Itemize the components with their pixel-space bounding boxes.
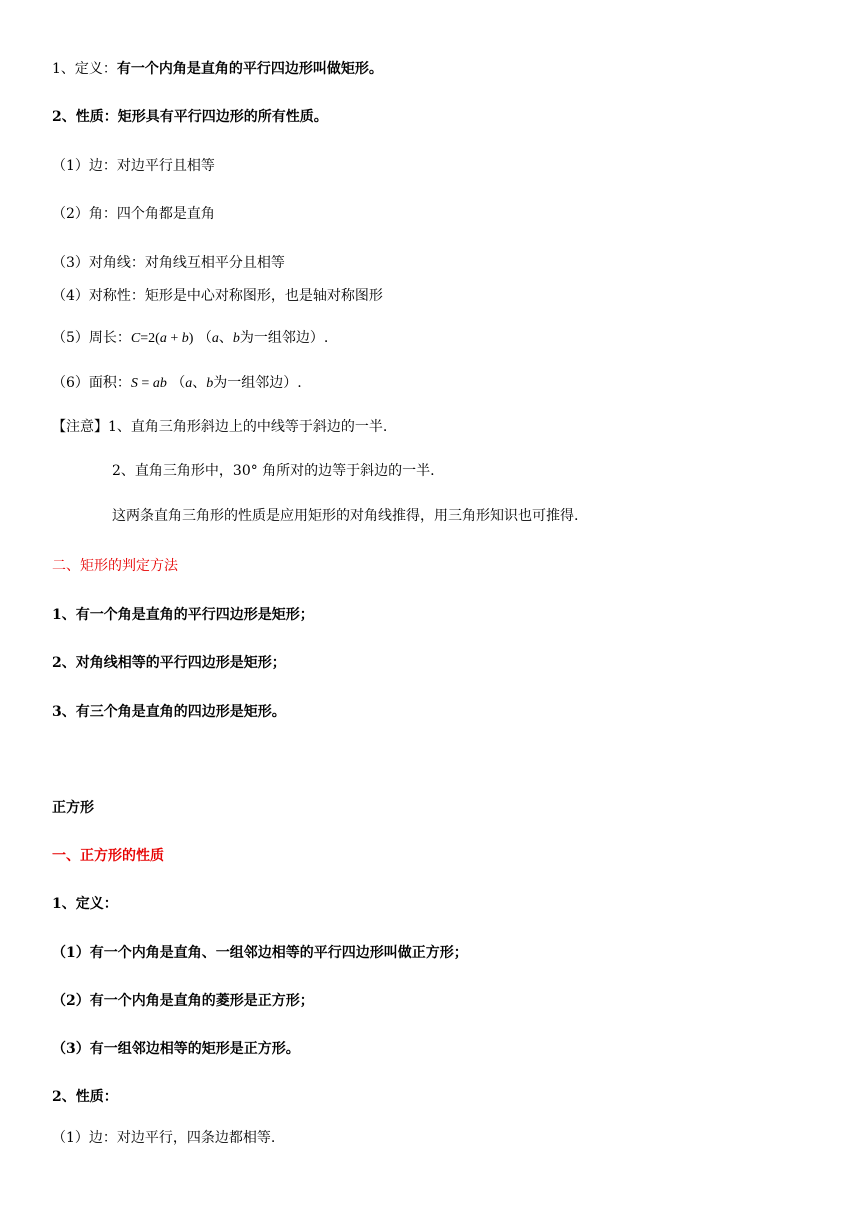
square-section-title: 一、正方形的性质 xyxy=(52,848,164,864)
rect-property-3: （3）对角线：对角线互相平分且相等 xyxy=(52,255,285,271)
rect-properties-title xyxy=(52,108,328,126)
rect-property-1: （1）边：对边平行且相等 xyxy=(52,158,215,174)
rect-judge-3: 3、有三个角是直角的四边形是矩形。 xyxy=(52,704,286,720)
rect-property-2: （2）角：四个角都是直角 xyxy=(52,206,215,222)
area-formula: S = ab xyxy=(130,376,167,391)
square-definition-2: （2）有一个内角是直角的菱形是正方形； xyxy=(52,993,314,1009)
rect-judge-title: 二、矩形的判定方法 xyxy=(52,558,178,574)
square-definition-title: 1、定义： xyxy=(52,896,118,912)
rect-judge-2: 2、对角线相等的平行四边形是矩形； xyxy=(52,655,286,671)
rect-property-4: （4）对称性：矩形是中心对称图形，也是轴对称图形 xyxy=(52,288,383,304)
perimeter-formula: C=2(a + b) xyxy=(130,331,194,346)
notice-text-1: 1、直角三角形斜边上的中线等于斜边的一半. xyxy=(108,419,388,435)
notice-line-2: 2、直角三角形中，30° 角所对的边等于斜边的一半. xyxy=(112,463,435,479)
area-note: （a、b为一组邻边）. xyxy=(171,375,302,391)
rect-definition-text: 有一个内角是直角的平行四边形叫做矩形。 xyxy=(116,61,383,77)
square-heading: 正方形 xyxy=(52,800,94,816)
rect-property-6 xyxy=(52,374,302,393)
rect-judge-1: 1、有一个角是直角的平行四边形是矩形； xyxy=(52,607,314,623)
rect-definition xyxy=(52,60,383,78)
rect-definition-num: 1、定义： xyxy=(52,61,117,77)
square-property-title: 2、性质： xyxy=(52,1089,118,1105)
square-definition-1: （1）有一个内角是直角、一组邻边相等的平行四边形叫做正方形； xyxy=(52,945,468,961)
square-definition-3: （3）有一组邻边相等的矩形是正方形。 xyxy=(52,1041,300,1057)
notice-line-1 xyxy=(52,418,387,436)
square-property-1: （1）边：对边平行，四条边都相等. xyxy=(52,1130,276,1146)
perimeter-label: （5）周长： xyxy=(52,330,131,346)
rect-property-5 xyxy=(52,329,328,348)
notice-line-3: 这两条直角三角形的性质是应用矩形的对角线推得，用三角形知识也可推得. xyxy=(112,508,579,524)
rect-properties-num: 2、性质： xyxy=(52,109,118,125)
rect-properties-text: 矩形具有平行四边形的所有性质。 xyxy=(117,109,328,125)
notice-tag: 【注意】 xyxy=(52,419,108,435)
perimeter-note: （a、b为一组邻边）. xyxy=(197,330,329,346)
area-label: （6）面积： xyxy=(52,375,131,391)
